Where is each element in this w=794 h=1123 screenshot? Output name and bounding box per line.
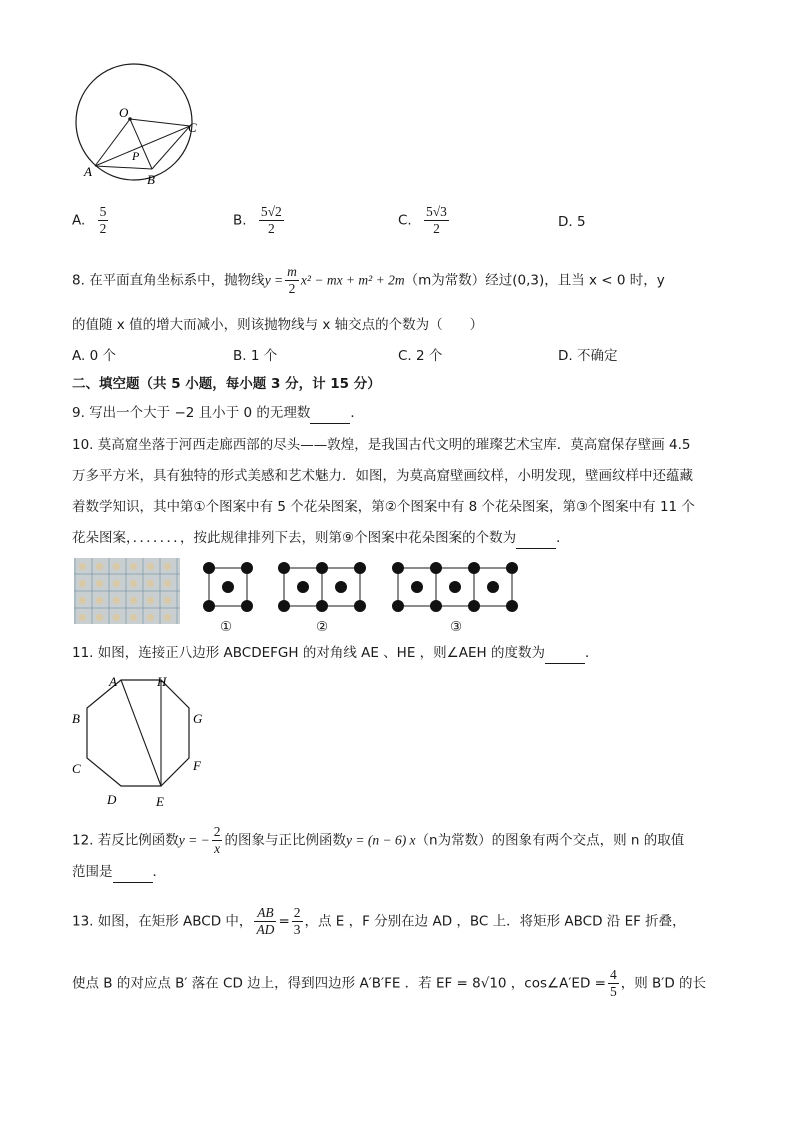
pattern-label-2: ② <box>316 619 329 635</box>
frac-num: AB <box>254 905 276 922</box>
q8-option-d: D. 不确定 <box>558 348 618 364</box>
q11-tail: ． <box>584 645 599 661</box>
q8-text-a: 在平面直角坐标系中，抛物线 <box>89 272 265 289</box>
segment-ab <box>95 166 152 169</box>
q12-text-a: 12. 若反比例函数 <box>72 832 179 849</box>
q12-text-c: （n为常数）的图象有两个交点，则 n 的取值 <box>415 832 685 849</box>
frac-den: 2 <box>99 221 107 236</box>
q8-line2: 的值随 x 值的增大而减小，则该抛物线与 x 轴交点的个数为（ ） <box>72 317 484 333</box>
pattern-label-1: ① <box>220 619 233 635</box>
flower-icon <box>335 581 347 593</box>
q7-option-b <box>233 204 286 237</box>
option-label: A. <box>72 212 86 229</box>
vertex-f: F <box>193 758 201 773</box>
segment-oc <box>130 119 190 126</box>
vertex-e: E <box>156 794 164 809</box>
q10-line2: 万多平方米，具有独特的形式美感和艺术魅力．如图，为莫高窟壁画纹样，小明发现，壁画纹样中还蕴藏 <box>72 468 693 484</box>
pattern-label-3: ③ <box>450 619 463 635</box>
q12-y2: y = (n − 6) x <box>345 832 416 848</box>
flower-icon <box>278 562 290 574</box>
answer-blank <box>545 643 585 664</box>
q10-line4 <box>72 528 570 549</box>
flower-icon <box>449 581 461 593</box>
q8-option-a: A. 0 个 <box>72 348 116 364</box>
flower-icon <box>392 600 404 612</box>
vertex-a: A <box>109 674 117 689</box>
flower-icon <box>506 600 518 612</box>
q12-line1 <box>72 824 684 857</box>
frac-num: 5√3 <box>426 204 447 219</box>
pattern-1 <box>196 556 262 616</box>
flower-icon <box>297 581 309 593</box>
q7-circle-figure <box>62 60 232 190</box>
q13-text-a: 13. 如图，在矩形 ABCD 中， <box>72 913 253 930</box>
flower-icon <box>354 562 366 574</box>
answer-blank <box>310 403 350 424</box>
option-label: B. <box>233 212 247 229</box>
flower-icon <box>241 600 253 612</box>
frac-num: m <box>287 264 297 279</box>
section-heading: 二、填空题（共 5 小题，每小题 3 分，计 15 分） <box>72 376 381 392</box>
answer-blank <box>113 862 153 883</box>
vertex-h: H <box>157 674 167 689</box>
option-label: D. 5 <box>558 214 586 230</box>
vertex-b: B <box>72 711 80 726</box>
q13-line2-a: 使点 B 的对应点 B′ 落在 CD 边上，得到四边形 A′B′FE ．若 EF = 8√10 ，cos∠A′ED = <box>72 975 606 992</box>
q8-line1 <box>72 264 665 297</box>
flower-icon <box>487 581 499 593</box>
diagonal-ae <box>121 680 161 786</box>
q13-line2-b: ，则 B′D 的长 <box>620 975 707 992</box>
label-o: O <box>119 105 129 120</box>
q7-option-c <box>398 204 451 237</box>
frac-den: 2 <box>288 281 296 296</box>
flower-icon <box>430 562 442 574</box>
answer-blank <box>516 528 556 549</box>
q8-eq-y: y = <box>264 272 284 288</box>
segment-bc <box>152 126 190 169</box>
q9 <box>72 403 364 424</box>
q7-option-a <box>72 204 110 237</box>
question-number: 8. <box>72 272 85 289</box>
frac-num: 5 <box>99 204 107 219</box>
q8-text-b: （m为常数）经过(0,3)，且当 x < 0 时，y <box>404 272 665 289</box>
label-b: B <box>147 172 155 187</box>
q10-line3: 着数学知识，其中第①个图案中有 5 个花朵图案，第②个图案中有 8 个花朵图案，第③个图案中有 11 个 <box>72 499 695 515</box>
flower-icon <box>278 600 290 612</box>
flower-icon <box>392 562 404 574</box>
flower-icon <box>203 600 215 612</box>
q13-line1 <box>72 905 686 938</box>
octagon-figure <box>66 670 216 812</box>
flower-icon <box>354 600 366 612</box>
flower-icon <box>222 581 234 593</box>
octagon <box>87 680 189 786</box>
q10-line4-text: 花朵图案，．．．．．．．，按此规律排列下去，则第⑨个图案中花朵图案的个数为 <box>72 530 517 546</box>
q9-text: 9. 写出一个大于 −2 且小于 0 的无理数 <box>72 405 311 421</box>
segment-ac <box>95 126 190 166</box>
mural-photo <box>74 558 180 624</box>
flower-icon <box>241 562 253 574</box>
flower-icon <box>203 562 215 574</box>
q8-eq-rest: x² − mx + m² + 2m <box>300 272 405 288</box>
q11 <box>72 643 598 664</box>
frac-den: AD <box>256 922 275 937</box>
frac-den: 2 <box>433 221 440 236</box>
center-point <box>128 117 132 121</box>
vertex-g: G <box>193 711 203 726</box>
frac-den: 3 <box>293 922 301 937</box>
q12-tail: ． <box>152 864 166 880</box>
frac-num: 5√2 <box>260 204 282 219</box>
q12-line2-text: 范围是 <box>72 864 113 880</box>
q8-option-c: C. 2 个 <box>398 348 443 364</box>
frac-num: 4 <box>609 967 617 982</box>
frac-num: 2 <box>213 824 221 839</box>
flower-icon <box>506 562 518 574</box>
label-p: P <box>132 149 140 163</box>
q12-line2 <box>72 862 166 883</box>
flower-icon <box>468 562 480 574</box>
frac-den: x <box>214 841 221 856</box>
q11-text: 11. 如图，连接正八边形 ABCDEFGH 的对角线 AE 、HE ，则∠AEH 的度数为 <box>72 645 545 661</box>
q13-eq: = <box>278 913 290 930</box>
flower-icon <box>430 600 442 612</box>
frac-den: 2 <box>267 221 275 236</box>
frac-num: 2 <box>293 905 301 920</box>
pattern-3 <box>385 556 527 616</box>
vertex-d: D <box>107 792 117 807</box>
flower-icon <box>316 600 328 612</box>
flower-icon <box>411 581 423 593</box>
flower-icon <box>468 600 480 612</box>
q13-line2 <box>72 967 706 1000</box>
q10-tail: ． <box>556 530 570 546</box>
flower-icon <box>316 562 328 574</box>
q13-text-b: ，点 E ，F 分别在边 AD ，BC 上．将矩形 ABCD 沿 EF 折叠， <box>304 913 686 930</box>
option-label: C. <box>398 212 412 229</box>
q7-option-d <box>558 212 586 232</box>
q12-y1: y = − <box>178 832 210 848</box>
q10-line1: 10. 莫高窟坐落于河西走廊西部的尽头——敦煌，是我国古代文明的璀璨艺术宝库．莫高窟保存壁画 4.5 <box>72 437 691 453</box>
frac-den: 5 <box>609 984 617 999</box>
q9-tail: ． <box>350 405 364 421</box>
label-a: A <box>84 164 92 179</box>
pattern-2 <box>271 556 375 616</box>
vertex-c: C <box>72 761 81 776</box>
label-c: C <box>188 120 197 135</box>
q8-option-b: B. 1 个 <box>233 348 278 364</box>
q12-text-b: 的图象与正比例函数 <box>224 832 346 849</box>
